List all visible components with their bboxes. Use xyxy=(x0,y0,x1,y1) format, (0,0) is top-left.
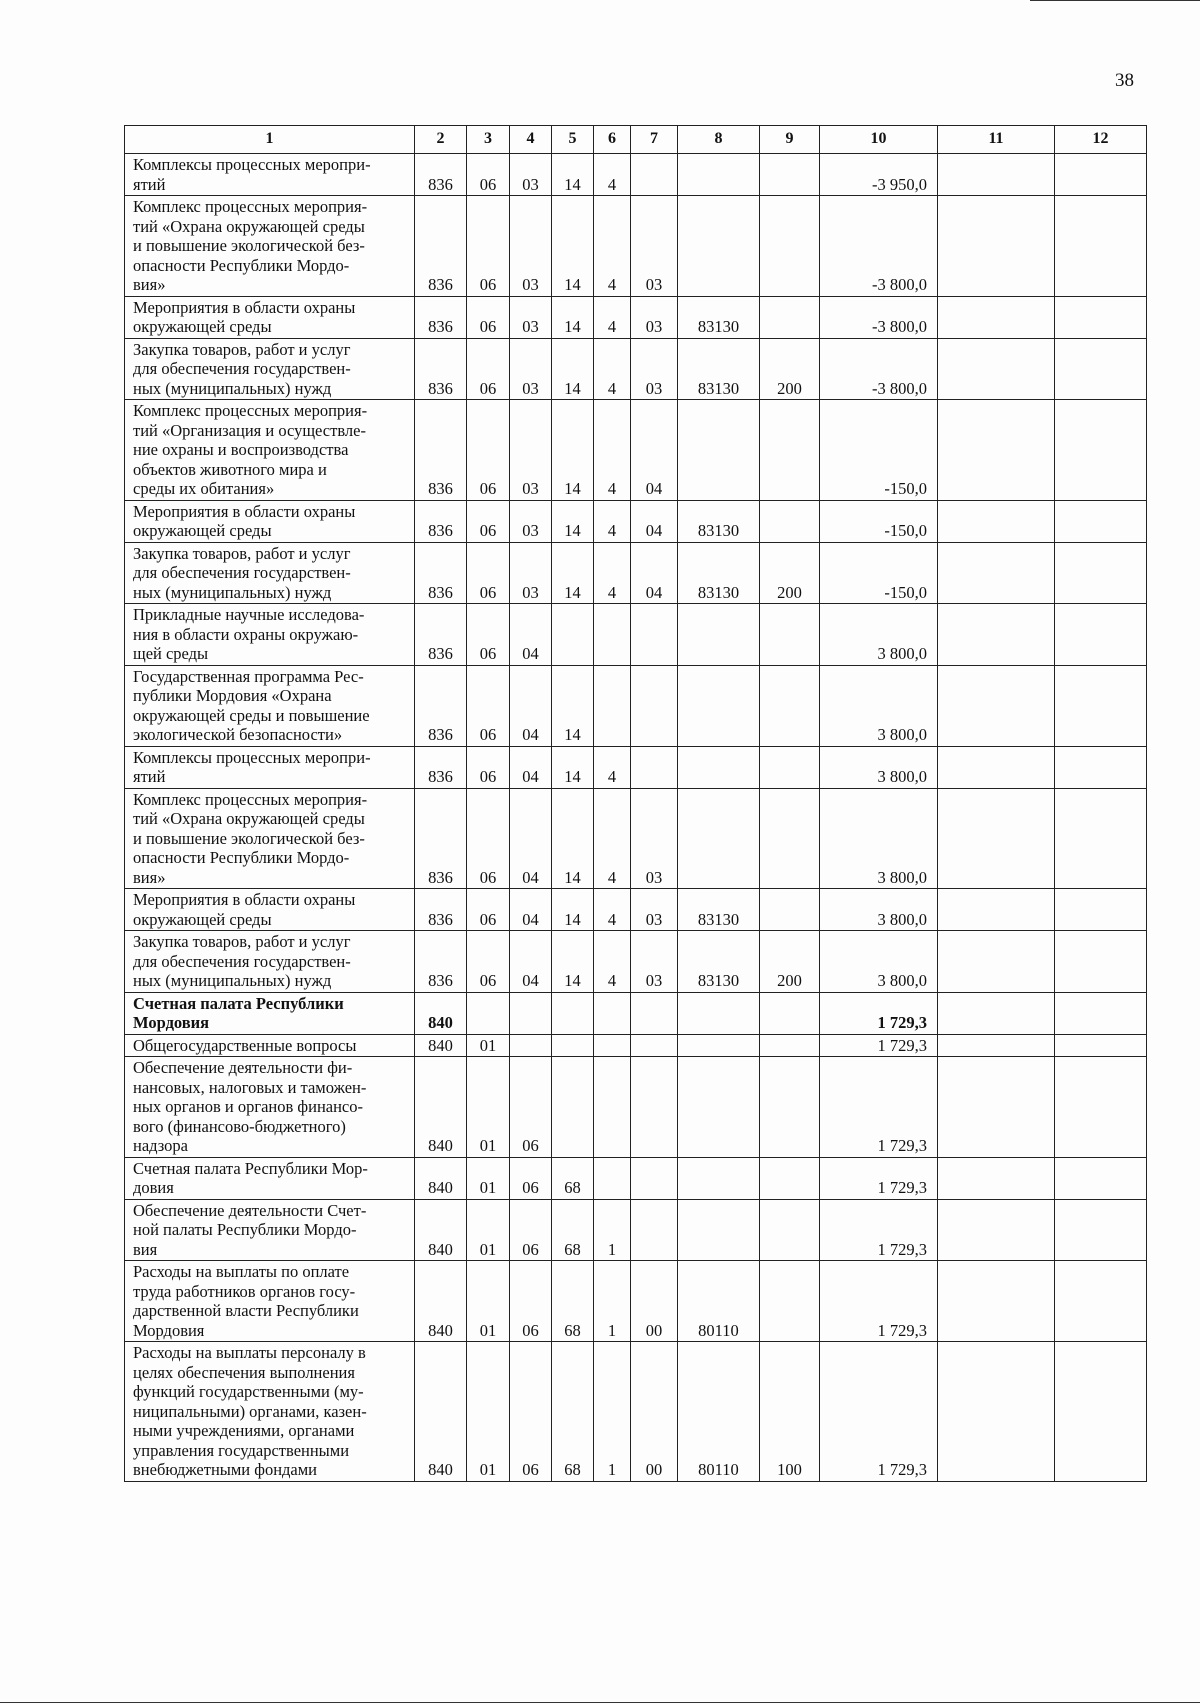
chapter-code-cell: 836 xyxy=(415,154,467,196)
direction-code-cell: 80110 xyxy=(678,1261,760,1342)
col11-cell xyxy=(938,1034,1055,1057)
section-code-cell: 01 xyxy=(467,1342,510,1482)
event-code-cell: 04 xyxy=(631,500,678,542)
expense-type-cell xyxy=(760,992,820,1034)
direction-code-cell xyxy=(678,154,760,196)
program-code-cell: 14 xyxy=(552,889,594,931)
subsection-code-cell: 06 xyxy=(510,1057,552,1158)
table-row xyxy=(125,1034,1147,1057)
col11-cell xyxy=(938,154,1055,196)
program-code-cell: 14 xyxy=(552,746,594,788)
col11-cell xyxy=(938,1261,1055,1342)
expense-type-cell xyxy=(760,296,820,338)
program-code-cell: 68 xyxy=(552,1261,594,1342)
col11-cell xyxy=(938,500,1055,542)
chapter-code-cell: 840 xyxy=(415,992,467,1034)
col12-cell xyxy=(1055,1261,1147,1342)
name-cell: Мероприятия в области охраны окружающей среды xyxy=(125,500,415,542)
subprogram-code-cell: 4 xyxy=(594,296,631,338)
section-code-cell: 01 xyxy=(467,1034,510,1057)
subprogram-code-cell: 4 xyxy=(594,154,631,196)
subsection-code-cell: 06 xyxy=(510,1342,552,1482)
section-code-cell: 06 xyxy=(467,665,510,746)
amount-cell: -150,0 xyxy=(820,500,938,542)
expense-type-cell xyxy=(760,788,820,889)
name-cell: Мероприятия в области охраны окружающей среды xyxy=(125,889,415,931)
subprogram-code-cell: 1 xyxy=(594,1261,631,1342)
subprogram-code-cell xyxy=(594,1034,631,1057)
event-code-cell: 03 xyxy=(631,788,678,889)
table-row xyxy=(125,400,1147,501)
program-code-cell: 14 xyxy=(552,542,594,604)
amount-cell: 3 800,0 xyxy=(820,931,938,993)
program-code-cell xyxy=(552,1057,594,1158)
table-row xyxy=(125,296,1147,338)
subsection-code-cell: 04 xyxy=(510,746,552,788)
col11-cell xyxy=(938,931,1055,993)
chapter-code-cell: 840 xyxy=(415,1034,467,1057)
expense-type-cell xyxy=(760,196,820,297)
amount-cell: -3 950,0 xyxy=(820,154,938,196)
chapter-code-cell: 836 xyxy=(415,931,467,993)
subprogram-code-cell: 1 xyxy=(594,1342,631,1482)
amount-cell: 3 800,0 xyxy=(820,665,938,746)
header-col-2: 2 xyxy=(415,126,467,154)
event-code-cell: 04 xyxy=(631,542,678,604)
program-code-cell xyxy=(552,992,594,1034)
program-code-cell: 14 xyxy=(552,400,594,501)
section-code-cell: 01 xyxy=(467,1199,510,1261)
event-code-cell xyxy=(631,154,678,196)
section-code-cell: 06 xyxy=(467,296,510,338)
col11-cell xyxy=(938,1342,1055,1482)
program-code-cell xyxy=(552,604,594,666)
expense-type-cell xyxy=(760,665,820,746)
event-code-cell: 03 xyxy=(631,931,678,993)
section-code-cell: 06 xyxy=(467,604,510,666)
subprogram-code-cell xyxy=(594,1157,631,1199)
col12-cell xyxy=(1055,992,1147,1034)
program-code-cell: 14 xyxy=(552,931,594,993)
event-code-cell: 03 xyxy=(631,296,678,338)
expense-type-cell xyxy=(760,1157,820,1199)
table-row xyxy=(125,931,1147,993)
subprogram-code-cell: 4 xyxy=(594,338,631,400)
subprogram-code-cell xyxy=(594,992,631,1034)
name-cell: Государственная программа Рес- публики Мордовия «Охрана окружающей среды и повышение экологической безопасности» xyxy=(125,665,415,746)
direction-code-cell xyxy=(678,1034,760,1057)
expense-type-cell xyxy=(760,154,820,196)
direction-code-cell xyxy=(678,1199,760,1261)
subsection-code-cell: 03 xyxy=(510,400,552,501)
name-cell: Закупка товаров, работ и услуг для обеспечения государствен- ных (муниципальных) нужд xyxy=(125,542,415,604)
subsection-code-cell: 06 xyxy=(510,1157,552,1199)
event-code-cell: 00 xyxy=(631,1342,678,1482)
event-code-cell: 03 xyxy=(631,889,678,931)
name-cell: Прикладные научные исследова- ния в области охраны окружаю- щей среды xyxy=(125,604,415,666)
program-code-cell: 14 xyxy=(552,154,594,196)
name-cell: Комплекс процессных мероприя- тий «Охрана окружающей среды и повышение экологической без- опасности Республики Мордо- вия» xyxy=(125,196,415,297)
subsection-code-cell: 04 xyxy=(510,604,552,666)
col12-cell xyxy=(1055,1034,1147,1057)
expense-type-cell: 100 xyxy=(760,1342,820,1482)
table-row xyxy=(125,746,1147,788)
col11-cell xyxy=(938,1157,1055,1199)
header-col-1: 1 xyxy=(125,126,415,154)
amount-cell: 1 729,3 xyxy=(820,1157,938,1199)
col12-cell xyxy=(1055,604,1147,666)
direction-code-cell: 83130 xyxy=(678,931,760,993)
subsection-code-cell: 04 xyxy=(510,788,552,889)
event-code-cell xyxy=(631,992,678,1034)
subprogram-code-cell: 4 xyxy=(594,400,631,501)
name-cell: Счетная палата Республики Мордовия xyxy=(125,992,415,1034)
section-code-cell: 06 xyxy=(467,542,510,604)
program-code-cell: 14 xyxy=(552,788,594,889)
expense-type-cell xyxy=(760,1199,820,1261)
expense-type-cell xyxy=(760,889,820,931)
expense-type-cell xyxy=(760,1261,820,1342)
direction-code-cell: 83130 xyxy=(678,338,760,400)
direction-code-cell: 83130 xyxy=(678,296,760,338)
table-row xyxy=(125,338,1147,400)
col11-cell xyxy=(938,196,1055,297)
name-cell: Комплекс процессных мероприя- тий «Организация и осуществле- ние охраны и воспроизводства объектов животного мира и среды их обитания» xyxy=(125,400,415,501)
subsection-code-cell: 04 xyxy=(510,665,552,746)
amount-cell: 1 729,3 xyxy=(820,1342,938,1482)
col12-cell xyxy=(1055,1157,1147,1199)
event-code-cell xyxy=(631,604,678,666)
event-code-cell: 03 xyxy=(631,338,678,400)
expense-type-cell xyxy=(760,1034,820,1057)
event-code-cell xyxy=(631,1157,678,1199)
direction-code-cell xyxy=(678,788,760,889)
table-row xyxy=(125,889,1147,931)
header-col-11: 11 xyxy=(938,126,1055,154)
subprogram-code-cell: 4 xyxy=(594,542,631,604)
chapter-code-cell: 840 xyxy=(415,1261,467,1342)
name-cell: Расходы на выплаты по оплате труда работников органов госу- дарственной власти Республики Мордовия xyxy=(125,1261,415,1342)
section-code-cell: 06 xyxy=(467,338,510,400)
header-col-6: 6 xyxy=(594,126,631,154)
chapter-code-cell: 836 xyxy=(415,338,467,400)
col12-cell xyxy=(1055,889,1147,931)
program-code-cell: 14 xyxy=(552,196,594,297)
amount-cell: 3 800,0 xyxy=(820,788,938,889)
col12-cell xyxy=(1055,154,1147,196)
table-row xyxy=(125,1342,1147,1482)
subsection-code-cell: 03 xyxy=(510,338,552,400)
table-row xyxy=(125,500,1147,542)
table-row xyxy=(125,542,1147,604)
col12-cell xyxy=(1055,400,1147,501)
name-cell: Мероприятия в области охраны окружающей среды xyxy=(125,296,415,338)
table-row xyxy=(125,1057,1147,1158)
col12-cell xyxy=(1055,1199,1147,1261)
col12-cell xyxy=(1055,746,1147,788)
col12-cell xyxy=(1055,1057,1147,1158)
section-code-cell: 06 xyxy=(467,196,510,297)
bottom-scan-edge xyxy=(0,1702,1200,1703)
event-code-cell xyxy=(631,746,678,788)
col11-cell xyxy=(938,992,1055,1034)
amount-cell: 1 729,3 xyxy=(820,1057,938,1158)
header-col-10: 10 xyxy=(820,126,938,154)
table-row xyxy=(125,154,1147,196)
col11-cell xyxy=(938,400,1055,501)
section-code-cell: 06 xyxy=(467,500,510,542)
amount-cell: 1 729,3 xyxy=(820,1034,938,1057)
col11-cell xyxy=(938,1057,1055,1158)
subprogram-code-cell xyxy=(594,1057,631,1158)
subsection-code-cell: 03 xyxy=(510,296,552,338)
program-code-cell: 68 xyxy=(552,1342,594,1482)
event-code-cell: 04 xyxy=(631,400,678,501)
col11-cell xyxy=(938,746,1055,788)
col11-cell xyxy=(938,604,1055,666)
header-col-5: 5 xyxy=(552,126,594,154)
col12-cell xyxy=(1055,196,1147,297)
header-col-8: 8 xyxy=(678,126,760,154)
event-code-cell xyxy=(631,665,678,746)
table-row xyxy=(125,665,1147,746)
expense-type-cell xyxy=(760,746,820,788)
amount-cell: 1 729,3 xyxy=(820,1261,938,1342)
table-row xyxy=(125,1199,1147,1261)
header-col-3: 3 xyxy=(467,126,510,154)
program-code-cell: 14 xyxy=(552,338,594,400)
subprogram-code-cell xyxy=(594,604,631,666)
name-cell: Обеспечение деятельности фи- нансовых, налоговых и таможен- ных органов и органов финансо- вого (финансово-бюджетного) надзора xyxy=(125,1057,415,1158)
col12-cell xyxy=(1055,338,1147,400)
section-code-cell xyxy=(467,992,510,1034)
col11-cell xyxy=(938,296,1055,338)
chapter-code-cell: 836 xyxy=(415,196,467,297)
section-code-cell: 06 xyxy=(467,931,510,993)
chapter-code-cell: 836 xyxy=(415,296,467,338)
subprogram-code-cell: 4 xyxy=(594,788,631,889)
subprogram-code-cell: 4 xyxy=(594,889,631,931)
subsection-code-cell: 03 xyxy=(510,154,552,196)
amount-cell: 3 800,0 xyxy=(820,746,938,788)
name-cell: Комплекс процессных мероприя- тий «Охрана окружающей среды и повышение экологической без- опасности Республики Мордо- вия» xyxy=(125,788,415,889)
program-code-cell: 68 xyxy=(552,1157,594,1199)
direction-code-cell xyxy=(678,1057,760,1158)
col12-cell xyxy=(1055,931,1147,993)
subsection-code-cell: 06 xyxy=(510,1199,552,1261)
subprogram-code-cell: 1 xyxy=(594,1199,631,1261)
col11-cell xyxy=(938,665,1055,746)
col12-cell xyxy=(1055,665,1147,746)
name-cell: Общегосударственные вопросы xyxy=(125,1034,415,1057)
header-col-12: 12 xyxy=(1055,126,1147,154)
section-code-cell: 06 xyxy=(467,154,510,196)
direction-code-cell xyxy=(678,604,760,666)
chapter-code-cell: 840 xyxy=(415,1057,467,1158)
event-code-cell xyxy=(631,1034,678,1057)
expense-type-cell xyxy=(760,500,820,542)
subsection-code-cell: 03 xyxy=(510,500,552,542)
program-code-cell: 14 xyxy=(552,665,594,746)
col12-cell xyxy=(1055,542,1147,604)
budget-table xyxy=(124,125,1147,1482)
subprogram-code-cell: 4 xyxy=(594,196,631,297)
name-cell: Расходы на выплаты персоналу в целях обеспечения выполнения функций государственными (му- ниципальными) органами, казен- ными учреждениями, органами управления государственными внебюджетными фондами xyxy=(125,1342,415,1482)
amount-cell: 1 729,3 xyxy=(820,992,938,1034)
header-row xyxy=(125,126,1147,154)
header-col-4: 4 xyxy=(510,126,552,154)
event-code-cell: 03 xyxy=(631,196,678,297)
direction-code-cell xyxy=(678,196,760,297)
chapter-code-cell: 840 xyxy=(415,1157,467,1199)
col11-cell xyxy=(938,338,1055,400)
direction-code-cell xyxy=(678,746,760,788)
section-code-cell: 01 xyxy=(467,1057,510,1158)
section-code-cell: 01 xyxy=(467,1157,510,1199)
event-code-cell xyxy=(631,1057,678,1158)
direction-code-cell xyxy=(678,992,760,1034)
expense-type-cell: 200 xyxy=(760,542,820,604)
amount-cell: 3 800,0 xyxy=(820,889,938,931)
chapter-code-cell: 836 xyxy=(415,665,467,746)
col11-cell xyxy=(938,788,1055,889)
direction-code-cell xyxy=(678,1157,760,1199)
amount-cell: -150,0 xyxy=(820,542,938,604)
name-cell: Счетная палата Республики Мор- довия xyxy=(125,1157,415,1199)
header-col-9: 9 xyxy=(760,126,820,154)
table-body xyxy=(125,154,1147,1482)
subsection-code-cell: 04 xyxy=(510,931,552,993)
direction-code-cell: 83130 xyxy=(678,542,760,604)
table-row xyxy=(125,788,1147,889)
expense-type-cell: 200 xyxy=(760,931,820,993)
chapter-code-cell: 840 xyxy=(415,1342,467,1482)
expense-type-cell xyxy=(760,400,820,501)
subsection-code-cell: 04 xyxy=(510,889,552,931)
program-code-cell: 14 xyxy=(552,296,594,338)
name-cell: Закупка товаров, работ и услуг для обеспечения государствен- ных (муниципальных) нужд xyxy=(125,338,415,400)
direction-code-cell xyxy=(678,400,760,501)
col12-cell xyxy=(1055,500,1147,542)
expense-type-cell: 200 xyxy=(760,338,820,400)
chapter-code-cell: 836 xyxy=(415,500,467,542)
name-cell: Обеспечение деятельности Счет- ной палаты Республики Мордо- вия xyxy=(125,1199,415,1261)
direction-code-cell: 83130 xyxy=(678,500,760,542)
subsection-code-cell: 06 xyxy=(510,1261,552,1342)
program-code-cell: 68 xyxy=(552,1199,594,1261)
chapter-code-cell: 836 xyxy=(415,400,467,501)
subprogram-code-cell: 4 xyxy=(594,500,631,542)
chapter-code-cell: 836 xyxy=(415,604,467,666)
direction-code-cell: 83130 xyxy=(678,889,760,931)
page-number: 38 xyxy=(1115,70,1134,91)
col11-cell xyxy=(938,889,1055,931)
amount-cell: -3 800,0 xyxy=(820,196,938,297)
table-row xyxy=(125,604,1147,666)
top-scan-edge xyxy=(1030,0,1200,1)
expense-type-cell xyxy=(760,1057,820,1158)
expense-type-cell xyxy=(760,604,820,666)
chapter-code-cell: 836 xyxy=(415,788,467,889)
subprogram-code-cell: 4 xyxy=(594,746,631,788)
col12-cell xyxy=(1055,296,1147,338)
section-code-cell: 06 xyxy=(467,400,510,501)
name-cell: Закупка товаров, работ и услуг для обеспечения государствен- ных (муниципальных) нужд xyxy=(125,931,415,993)
chapter-code-cell: 840 xyxy=(415,1199,467,1261)
col12-cell xyxy=(1055,1342,1147,1482)
col11-cell xyxy=(938,1199,1055,1261)
table-row xyxy=(125,196,1147,297)
table-row xyxy=(125,1261,1147,1342)
subprogram-code-cell: 4 xyxy=(594,931,631,993)
name-cell: Комплексы процессных меропри- ятий xyxy=(125,746,415,788)
section-code-cell: 06 xyxy=(467,889,510,931)
chapter-code-cell: 836 xyxy=(415,889,467,931)
chapter-code-cell: 836 xyxy=(415,542,467,604)
amount-cell: -3 800,0 xyxy=(820,296,938,338)
amount-cell: -3 800,0 xyxy=(820,338,938,400)
header-col-7: 7 xyxy=(631,126,678,154)
col11-cell xyxy=(938,542,1055,604)
section-code-cell: 06 xyxy=(467,746,510,788)
subprogram-code-cell xyxy=(594,665,631,746)
section-code-cell: 06 xyxy=(467,788,510,889)
chapter-code-cell: 836 xyxy=(415,746,467,788)
subsection-code-cell: 03 xyxy=(510,196,552,297)
program-code-cell: 14 xyxy=(552,500,594,542)
table-row xyxy=(125,992,1147,1034)
table-row xyxy=(125,1157,1147,1199)
subsection-code-cell: 03 xyxy=(510,542,552,604)
amount-cell: 1 729,3 xyxy=(820,1199,938,1261)
subsection-code-cell xyxy=(510,1034,552,1057)
col12-cell xyxy=(1055,788,1147,889)
section-code-cell: 01 xyxy=(467,1261,510,1342)
event-code-cell xyxy=(631,1199,678,1261)
subsection-code-cell xyxy=(510,992,552,1034)
direction-code-cell: 80110 xyxy=(678,1342,760,1482)
direction-code-cell xyxy=(678,665,760,746)
amount-cell: -150,0 xyxy=(820,400,938,501)
program-code-cell xyxy=(552,1034,594,1057)
event-code-cell: 00 xyxy=(631,1261,678,1342)
amount-cell: 3 800,0 xyxy=(820,604,938,666)
name-cell: Комплексы процессных меропри- ятий xyxy=(125,154,415,196)
